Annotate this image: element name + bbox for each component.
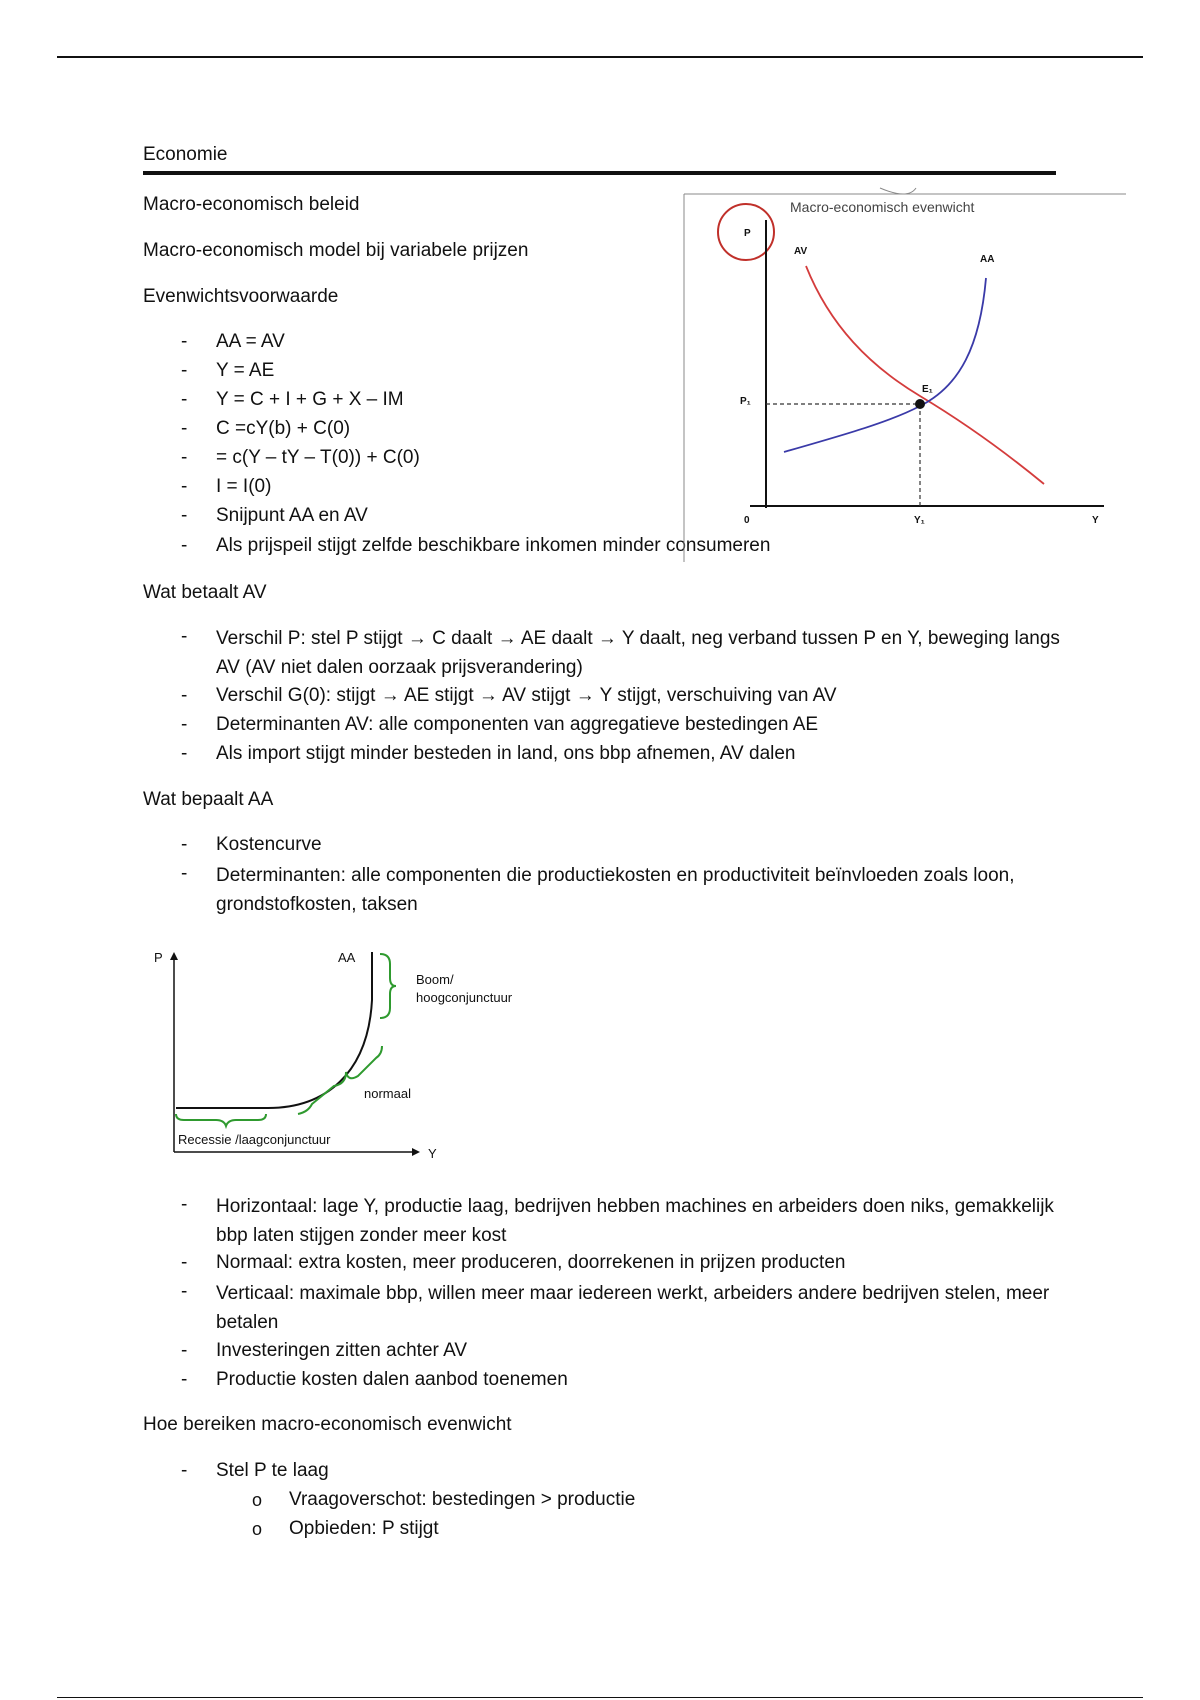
list-item: Stel P te laag [216, 1460, 329, 1481]
list-dash: - [181, 360, 188, 381]
sub-bullet: o [252, 1490, 263, 1510]
heading-macro-beleid: Macro-economisch beleid [143, 194, 360, 215]
list-item: Determinanten AV: alle componenten van aggregatieve bestedingen AE [216, 714, 819, 735]
list-dash: - [181, 626, 188, 647]
p-eq-label: P₁ [740, 396, 751, 407]
list-item: Verticaal: maximale bbp, willen meer maar iedereen werkt, arbeiders andere bedrijven stelen, meer betalen [216, 1283, 1050, 1333]
figure2-x-axis-label: Y [428, 1146, 437, 1161]
document-title: Economie [143, 144, 228, 165]
figure2-x-axis-arrow [412, 1148, 420, 1156]
figure-macro-evenwicht [680, 186, 1126, 566]
figure2-curve-label: AA [338, 950, 356, 965]
normaal-brace [298, 1046, 382, 1114]
origin-label: 0 [744, 515, 750, 526]
list-dash: - [181, 1252, 188, 1273]
list-dash: - [181, 743, 188, 764]
list-dash: - [181, 389, 188, 410]
list-item: Horizontaal: lage Y, productie laag, bedrijven hebben machines en arbeiders doen niks, gemakkelijk bbp laten stijgen zonder meer kost [216, 1196, 1054, 1246]
list-item: Y = C + I + G + X – IM [216, 389, 404, 410]
boom-label-line1: Boom/ [416, 972, 454, 987]
boom-label-line2: hoogconjunctuur [416, 990, 513, 1005]
figure1-av-label: AV [794, 246, 808, 257]
title-underline [143, 171, 1056, 175]
figure2-y-axis-label: P [154, 950, 163, 965]
recessie-label: Recessie /laagconjunctuur [178, 1132, 331, 1147]
list-item: Y = AE [216, 360, 275, 381]
list-dash: - [181, 1281, 188, 1302]
list-dash: - [181, 685, 188, 706]
list-item: AA = AV [216, 331, 285, 352]
page-bottom-rule [57, 1697, 1143, 1698]
heading-wat-bepaalt-aa: Wat bepaalt AA [143, 789, 274, 810]
list-dash: - [181, 505, 188, 526]
list-dash: - [181, 331, 188, 352]
figure2-y-axis-arrow [170, 952, 178, 960]
list-item: Verschil G(0): stijgt → AE stijgt → AV stijgt → Y stijgt, verschuiving van AV [216, 685, 837, 706]
figure1-title: Macro-economisch evenwicht [790, 199, 975, 215]
heading-hoe-bereiken-evenwicht: Hoe bereiken macro-economisch evenwicht [143, 1414, 512, 1435]
list-item: = c(Y – tY – T(0)) + C(0) [216, 447, 420, 468]
list-dash: - [181, 476, 188, 497]
list-item: Als prijspeil stijgt zelfde beschikbare inkomen minder consumeren [216, 535, 771, 556]
list-dash: - [181, 863, 188, 884]
figure1-y-axis-label: P [744, 228, 751, 239]
recessie-brace [176, 1114, 266, 1126]
figure1-x-axis-label: Y [1092, 515, 1099, 526]
heading-model-variabele-prijzen: Macro-economisch model bij variabele prijzen [143, 240, 529, 261]
list-dash: - [181, 447, 188, 468]
list-item: Productie kosten dalen aanbod toenemen [216, 1369, 568, 1390]
sub-list-item: Vraagoverschot: bestedingen > productie [289, 1489, 636, 1510]
figure-frame-handle [880, 188, 916, 194]
heading-evenwichtsvoorwaarde: Evenwichtsvoorwaarde [143, 286, 339, 307]
normaal-label: normaal [364, 1086, 411, 1101]
list-item: C =cY(b) + C(0) [216, 418, 351, 439]
equilibrium-point-label: E₁ [922, 384, 933, 395]
y-eq-label: Y₁ [914, 515, 925, 526]
list-item: Als import stijgt minder besteden in land, ons bbp afnemen, AV dalen [216, 743, 796, 764]
list-dash: - [181, 1194, 188, 1215]
list-dash: - [181, 834, 188, 855]
list-item: Determinanten: alle componenten die productiekosten en productiviteit beïnvloeden zoals loon, grondstofkosten, taksen [216, 865, 1015, 915]
av-curve [806, 266, 1044, 484]
page-top-rule [57, 56, 1143, 58]
list-dash: - [181, 535, 188, 556]
list-item: Verschil P: stel P stijgt → C daalt → AE daalt → Y daalt, neg verband tussen P en Y, beweging langs AV (AV niet dalen oorzaak prijsverandering) [216, 628, 1060, 678]
list-dash: - [181, 1340, 188, 1361]
boom-brace [380, 954, 396, 1018]
list-dash: - [181, 1460, 188, 1481]
aa-curve [784, 278, 986, 452]
list-dash: - [181, 714, 188, 735]
list-item: Kostencurve [216, 834, 322, 855]
figure-aa-kostencurve [150, 944, 550, 1164]
list-item: I = I(0) [216, 476, 272, 497]
heading-wat-betaalt-av: Wat betaalt AV [143, 582, 267, 603]
list-item: Snijpunt AA en AV [216, 505, 368, 526]
figure1-aa-label: AA [980, 254, 995, 265]
list-dash: - [181, 1369, 188, 1390]
aa-cost-curve [176, 952, 372, 1108]
list-item: Normaal: extra kosten, meer produceren, doorrekenen in prijzen producten [216, 1252, 846, 1273]
sub-list-item: Opbieden: P stijgt [289, 1518, 439, 1539]
list-item: Investeringen zitten achter AV [216, 1340, 468, 1361]
equilibrium-point [915, 399, 925, 409]
sub-bullet: o [252, 1519, 263, 1539]
list-dash: - [181, 418, 188, 439]
